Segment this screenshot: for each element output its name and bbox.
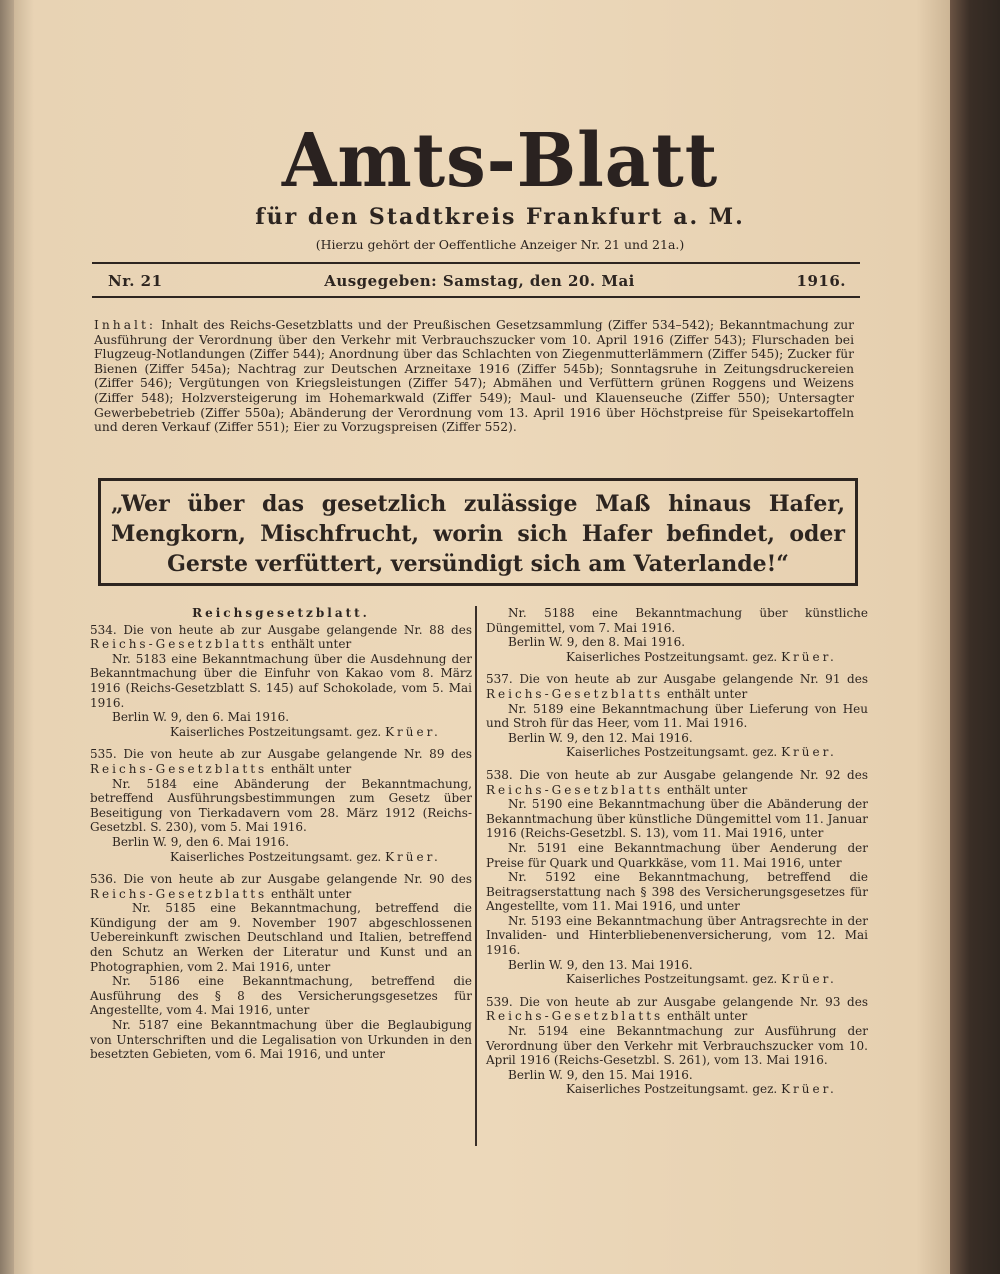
entry: Nr. 5190 eine Bekanntmachung über die Abänderung der Bekanntmachung über künstliche Düngemittel vom 11. Januar 1916 (Reichs-Gesetzbl. S. 13), vom 11. Mai 1916, unter	[486, 797, 868, 841]
item-intro: 537. Die von heute ab zur Ausgabe gelangende Nr. 91 des	[486, 672, 868, 687]
gazette-name: Reichs-Gesetzblatts	[486, 782, 664, 797]
item-intro: 536. Die von heute ab zur Ausgabe gelangende Nr. 90 des	[90, 872, 472, 887]
place-date: Berlin W. 9, den 15. Mai 1916.	[508, 1067, 693, 1082]
column-divider	[475, 606, 477, 1146]
entry: Nr. 5193 eine Bekanntmachung über Antragsrechte in der Invaliden- und Hinterbliebenenversicherung, vom 12. Mai 1916.	[486, 913, 868, 958]
entry: Nr. 5184 eine Abänderung der Bekanntmachung, betreffend Ausführungsbestimmungen zum Gesetz über Beseitigung von Tierkadavern vom 28. März 1912 (Reichs-Gesetzbl. S. 230), vom 5. Mai 1916.	[90, 776, 472, 835]
entry: Nr. 5188 eine Bekanntmachung über künstliche Düngemittel, vom 7. Mai 1916.	[486, 606, 868, 635]
place-date: Berlin W. 9, den 8. Mai 1916.	[508, 635, 686, 650]
issue-date: Ausgegeben: Samstag, den 20. Mai	[324, 272, 635, 290]
item-intro-end: enthält unter	[271, 886, 352, 901]
right-column	[486, 606, 868, 1105]
item-534	[90, 623, 472, 740]
signature: Kaiserliches Postzeitungsamt. gez. Krüer.	[170, 849, 441, 864]
signature: Kaiserliches Postzeitungsamt. gez. Krüer.	[566, 972, 837, 987]
item-intro: 538. Die von heute ab zur Ausgabe gelangende Nr. 92 des	[486, 767, 868, 782]
item-intro-end: enthält unter	[667, 686, 748, 701]
slogan-box: „Wer über das gesetzlich zulässige Maß hinaus Hafer, Mengkorn, Mischfrucht, worin sich Hafer befindet, oder Gerste verfüttert, versündigt sich am Vaterlande!“	[98, 478, 858, 586]
entry: Nr. 5183 eine Bekanntmachung über die Ausdehnung der Bekanntmachung über die Einfuhr von Kakao vom 8. März 1916 (Reichs-Gesetzblatt S. 145) auf Schokolade, vom 5. Mai 1916.	[90, 651, 472, 710]
signature: Kaiserliches Postzeitungsamt. gez. Krüer.	[566, 1082, 837, 1097]
item-538	[486, 768, 868, 987]
contents-label: Inhalt:	[94, 318, 157, 332]
entry: Nr. 5191 eine Bekanntmachung über Aenderung der Preise für Quark und Quarkkäse, vom 11. Mai 1916, unter	[486, 840, 868, 870]
item-intro-end: enthält unter	[271, 637, 352, 652]
item-536-continued	[486, 606, 868, 664]
entry: Nr. 5189 eine Bekanntmachung über Lieferung von Heu und Stroh für das Heer, vom 11. Mai 1916.	[486, 701, 868, 731]
item-536	[90, 872, 472, 1062]
issue-number: Nr. 21	[108, 272, 163, 290]
masthead-note: (Hierzu gehört der Oeffentliche Anzeiger Nr. 21 und 21a.)	[315, 237, 685, 252]
gazette-name: Reichs-Gesetzblatts	[90, 637, 268, 652]
place-date: Berlin W. 9, den 12. Mai 1916.	[508, 730, 693, 745]
item-intro: 539. Die von heute ab zur Ausgabe gelangende Nr. 93 des	[486, 994, 868, 1009]
entry: Nr. 5194 eine Bekanntmachung zur Ausführung der Verordnung über den Verkehr mit Verbrauchszucker vom 10. April 1916 (Reichs-Gesetzbl. S. 261), vom 13. Mai 1916.	[486, 1024, 868, 1068]
entry: Nr. 5186 eine Bekanntmachung, betreffend die Ausführung des § 8 des Versicherungsgesetzes für Angestellte, vom 4. Mai 1916, unter	[90, 974, 472, 1018]
table-of-contents	[94, 318, 854, 435]
gazette-name: Reichs-Gesetzblatts	[486, 1009, 664, 1024]
entry: Nr. 5185 eine Bekanntmachung, betreffend die Kündigung der am 9. November 1907 abgeschlossenen Uebereinkunft zwischen Deutschland und Italien, betreffend den Schutz an Werken der Literatur und Kunst und an Photographien, vom 2. Mai 1916, unter	[90, 901, 472, 974]
header-rule-top	[92, 262, 860, 264]
item-intro: 534. Die von heute ab zur Ausgabe gelangende Nr. 88 des	[90, 622, 472, 637]
signature: Kaiserliches Postzeitungsamt. gez. Krüer.	[566, 745, 837, 760]
item-intro-end: enthält unter	[271, 761, 352, 776]
left-column	[90, 606, 472, 1070]
item-intro: 535. Die von heute ab zur Ausgabe gelangende Nr. 89 des	[90, 747, 472, 762]
masthead-subtitle: für den Stadtkreis Frankfurt a. M.	[255, 204, 745, 230]
binding-edge	[0, 0, 14, 1274]
signature: Kaiserliches Postzeitungsamt. gez. Krüer.	[566, 649, 837, 664]
gazette-name: Reichs-Gesetzblatts	[90, 761, 268, 776]
entry: Nr. 5187 eine Bekanntmachung über die Beglaubigung von Unterschriften und die Legalisation von Urkunden in den besetzten Gebieten, vom 6. Mai 1916, und unter	[90, 1018, 472, 1062]
issue-year: 1916.	[796, 272, 846, 290]
item-intro-end: enthält unter	[667, 782, 748, 797]
contents-text: Inhalt des Reichs-Gesetzblatts und der Preußischen Gesetzsammlung (Ziffer 534–542); Bekanntmachung zur Ausführung der Verordnung über den Verkehr mit Verbrauchszucker vom 10. April 1916 (Ziffer 543); Flurschaden bei Flugzeug-Notlandungen (Ziffer 544); Anordnung über das Schlachten von Ziegenmutterlämmern (Ziffer 545); Zucker für Bienen (Ziffer 545a); Nachtrag zur Deutschen Arzneitaxe 1916 (Ziffer 545b); Sonntagsruhe in Zeitungsdruckereien (Ziffer 546); Vergütungen von Kriegsleistungen (Ziffer 547); Abmähen und Verfüttern grünen Roggens und Weizens (Ziffer 548); Holzversteigerung im Hohemarkwald (Ziffer 549); Maul- und Klauenseuche (Ziffer 550); Untersagter Gewerbebetrieb (Ziffer 550a); Abänderung der Verordnung vom 13. April 1916 über Höchstpreise für Speisekartoffeln und deren Verkauf (Ziffer 551); Eier zu Vorzugspreisen (Ziffer 552).	[94, 318, 854, 435]
entry: Nr. 5192 eine Bekanntmachung, betreffend die Beitragserstattung nach § 398 des Versicherungsgesetzes für Angestellte, vom 11. Mai 1916, und unter	[486, 870, 868, 914]
item-535	[90, 747, 472, 864]
gazette-name: Reichs-Gesetzblatts	[486, 686, 664, 701]
place-date: Berlin W. 9, den 6. Mai 1916.	[112, 834, 290, 849]
masthead-title: Amts-Blatt	[281, 118, 719, 204]
signature: Kaiserliches Postzeitungsamt. gez. Krüer.	[170, 724, 441, 739]
header-rule-bottom	[92, 296, 860, 298]
issue-line	[108, 272, 846, 290]
section-heading: Reichsgesetzblatt.	[192, 606, 370, 620]
place-date: Berlin W. 9, den 13. Mai 1916.	[508, 957, 693, 972]
item-537	[486, 672, 868, 760]
gazette-name: Reichs-Gesetzblatts	[90, 886, 268, 901]
place-date: Berlin W. 9, den 6. Mai 1916.	[112, 710, 290, 725]
item-intro-end: enthält unter	[667, 1009, 748, 1024]
item-539	[486, 995, 868, 1097]
